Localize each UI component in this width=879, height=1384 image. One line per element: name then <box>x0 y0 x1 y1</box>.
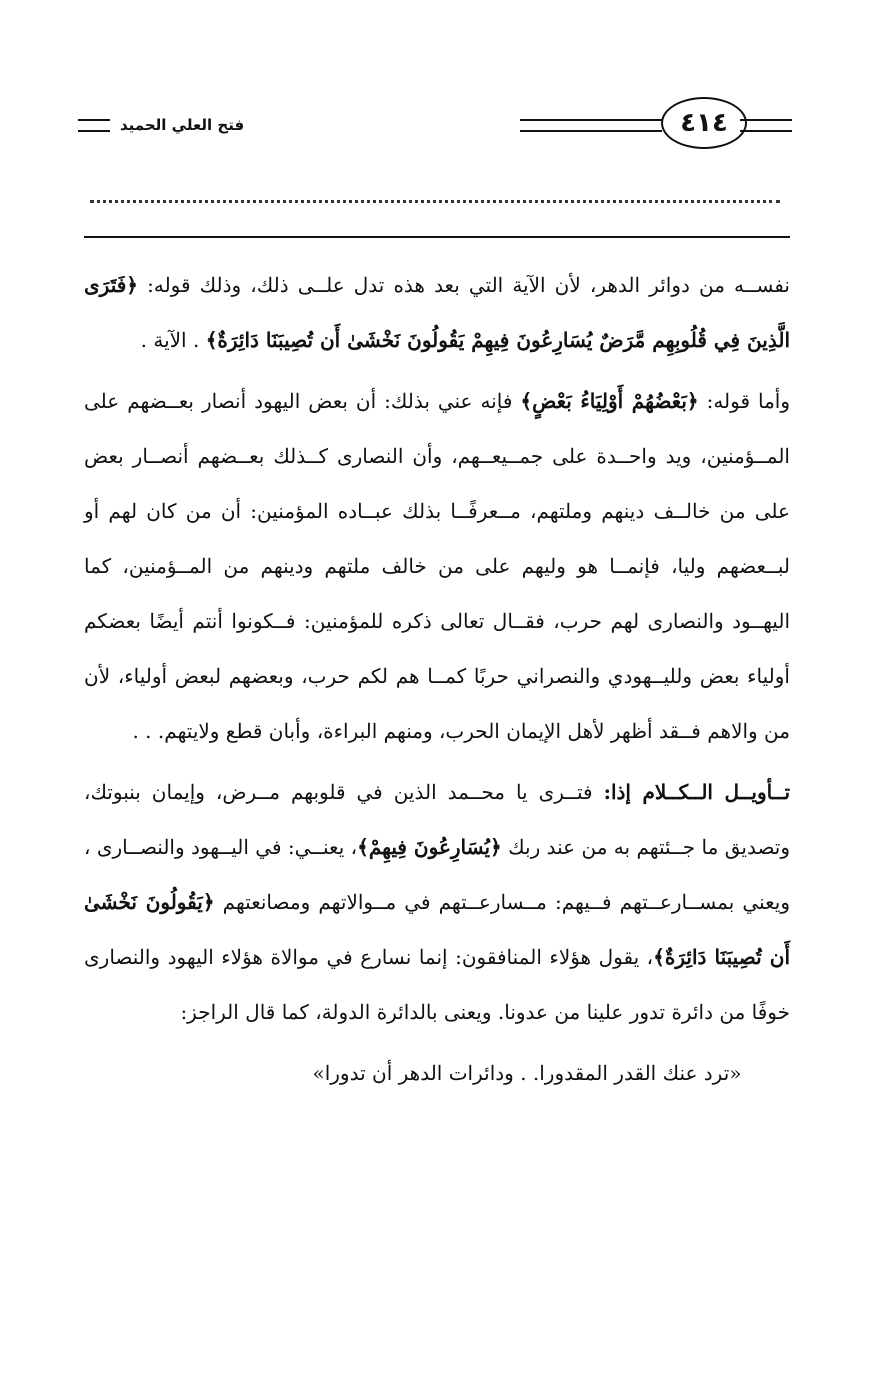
quran-verse: ﴿بَعْضُهُمْ أَوْلِيَاءُ بَعْضٍ﴾ <box>520 389 699 413</box>
body-text <box>84 258 790 1101</box>
section-lead: تــأويــل الــكــلام إذا: <box>603 780 791 804</box>
text-run: فإنه عني بذلك: أن بعض اليهود أنصار بعــضهم على المــؤمنين، ويد واحــدة على جمــيعــهم، وأن النصارى كــذلك بعــضهم أنصــار بعض على من خالــف دينهم وملتهم، مــعرفًــا بذلك عبــاده المؤمنين: أن من كان لهم أو لبــعضهم وليا، فإنمــا هو وليهم على من خالف ملتهم ودينهم من المــؤمنين، كما اليهــود والنصارى لهم حرب، فقــال تعالى ذكره للمؤمنين: فــكونوا أنتم أيضًا بعضكم أولياء بعض ولليــهودي والنصراني حربًا كمــا هم لكم حرب، وبعضهم لبعض أولياء، لأن من والاهم فــقد أظهر لأهل الإيمان الحرب، ومنهم البراءة، وأبان قطع ولايتهم. . . <box>84 389 790 743</box>
text-run: . الآية . <box>140 328 200 352</box>
text-run: ، يعنــي: في اليــهود والنصــارى ، ويعني بمســارعــتهم فــيهم: مــسارعــتهم في مــوالاتهم ومصانعتهم <box>84 835 790 914</box>
dotted-divider <box>90 200 780 203</box>
poetry-verse: «ترد عنك القدر المقدورا. . ودائرات الدهر أن تدورا» <box>312 1061 742 1085</box>
text-run: وأما قوله: <box>706 389 791 413</box>
running-header-title: فتح العلي الحميد <box>120 116 245 134</box>
header-ornament-middle <box>520 119 662 132</box>
paragraph-2 <box>84 374 790 759</box>
header-rule <box>84 236 790 238</box>
header-ornament-left <box>78 119 110 132</box>
page-number: ٤١٤ <box>661 97 747 149</box>
text-run: نفســه من دوائر الدهر، لأن الآية التي بعد هذه تدل علــى ذلك، وذلك قوله: <box>147 273 790 297</box>
header-ornament-right <box>740 119 792 132</box>
paragraph-3 <box>84 765 790 1040</box>
text-run: ، يقول هؤلاء المنافقون: إنما نسارع في موالاة هؤلاء اليهود والنصارى خوفًا من دائرة تدور علينا من عدونا. ويعنى بالدائرة الدولة، كما قال الراجز: <box>84 945 790 1024</box>
quran-verse: ﴿يُسَارِعُونَ فِيهِمْ﴾ <box>357 835 502 859</box>
paragraph-1 <box>84 258 790 368</box>
quran-verse: ﴿يَقُولُونَ نَخْشَىٰ أَن تُصِيبَنَا دَائِرَةٌ﴾ <box>84 890 790 969</box>
text-run: فتــرى يا محــمد الذين في قلوبهم مــرض، وإيمان بنبوتك، وتصديق ما جــئتهم به من عند ربك <box>84 780 791 859</box>
quran-verse: ﴿فَتَرَى الَّذِينَ فِي قُلُوبِهِم مَّرَضٌ يُسَارِعُونَ فِيهِمْ يَقُولُونَ نَخْشَىٰ أَن تُصِيبَنَا دَائِرَةٌ﴾ <box>84 273 790 352</box>
